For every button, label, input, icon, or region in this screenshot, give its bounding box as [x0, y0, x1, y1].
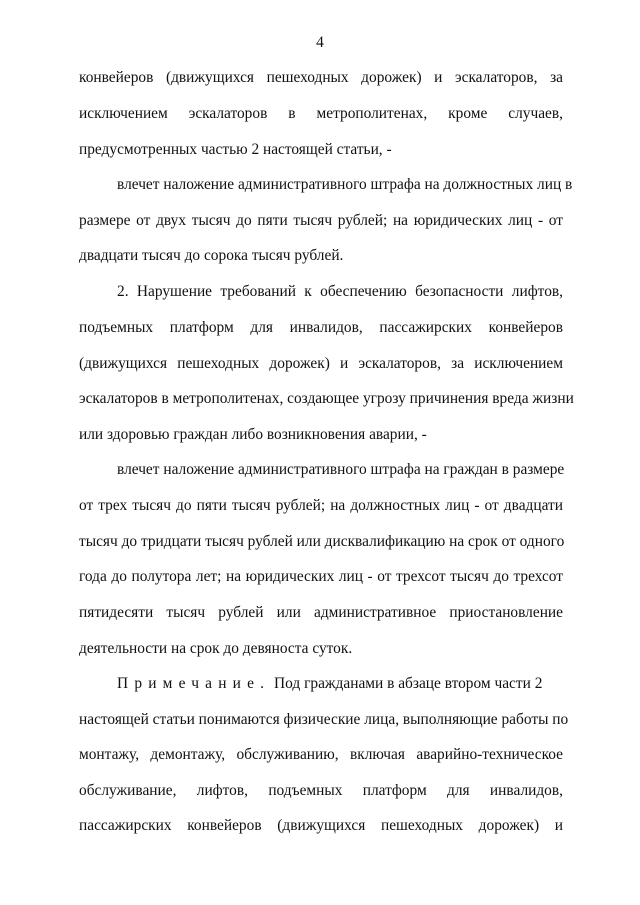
note-text: Под гражданами в абзаце втором части 2: [274, 675, 543, 692]
page-number: 4: [316, 34, 324, 51]
text-line: пятидесяти тысяч рублей или административное приостановление: [79, 604, 563, 621]
text-line: двадцати тысяч до сорока тысяч рублей.: [79, 247, 344, 264]
text-line: обслуживание, лифтов, подъемных платформ для инвалидов,: [79, 782, 563, 799]
note-line: [117, 675, 563, 693]
text-line: влечет наложение административного штрафа на должностных лиц в: [117, 176, 573, 193]
text-line: пассажирских конвейеров (движущихся пешеходных дорожек) и: [79, 817, 563, 834]
text-line: эскалаторов в метрополитенах, создающее угрозу причинения вреда жизни: [79, 390, 574, 407]
text-line: предусмотренных частью 2 настоящей статьи, -: [79, 141, 392, 158]
text-line: от трех тысяч до пяти тысяч рублей; на должностных лиц - от двадцати: [79, 497, 563, 514]
text-line: подъемных платформ для инвалидов, пассажирских конвейеров: [79, 319, 563, 336]
text-line: конвейеров (движущихся пешеходных дорожек) и эскалаторов, за: [79, 69, 563, 86]
text-line: тысяч до тридцати тысяч рублей или дисквалификацию на срок от одного: [79, 533, 565, 550]
text-line: года до полутора лет; на юридических лиц - от трехсот тысяч до трехсот: [79, 568, 563, 585]
text-line: размере от двух тысяч до пяти тысяч рублей; на юридических лиц - от: [79, 212, 563, 229]
text-line: влечет наложение административного штрафа на граждан в размере: [117, 461, 565, 478]
text-line: (движущихся пешеходных дорожек) и эскалаторов, за исключением: [79, 355, 563, 372]
text-line: исключением эскалаторов в метрополитенах, кроме случаев,: [79, 105, 563, 122]
note-label: Примечание.: [117, 675, 271, 692]
text-line: деятельности на срок до девяноста суток.: [79, 640, 353, 657]
text-line: настоящей статьи понимаются физические лица, выполняющие работы по: [79, 711, 569, 728]
text-line: монтажу, демонтажу, обслуживанию, включая аварийно-техническое: [79, 746, 563, 763]
text-line: 2. Нарушение требований к обеспечению безопасности лифтов,: [117, 283, 563, 300]
text-line: или здоровью граждан либо возникновения аварии, -: [79, 426, 427, 443]
